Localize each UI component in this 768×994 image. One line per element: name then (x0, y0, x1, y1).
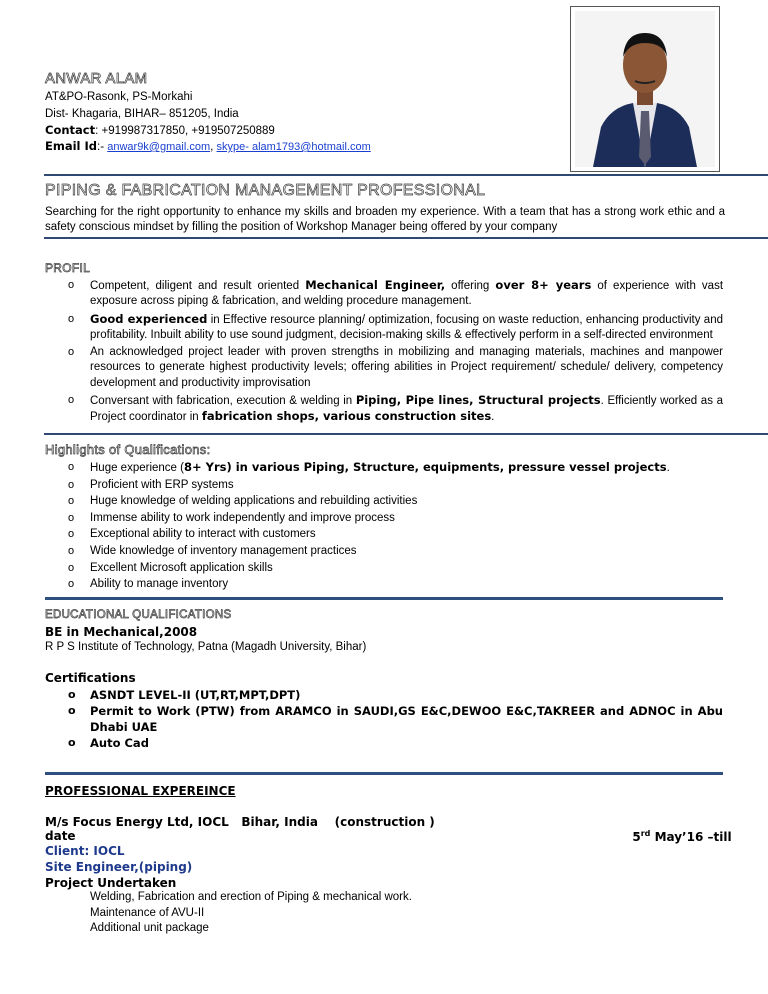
portrait-image (571, 7, 719, 171)
task-item: Maintenance of AVU-II (90, 907, 205, 919)
skype-link[interactable]: skype- alam1793@hotmail.com (216, 141, 371, 153)
experience-heading: PROFESSIONAL EXPEREINCE (45, 784, 236, 798)
client-line: Client: IOCL (45, 844, 125, 858)
contact-line (45, 123, 275, 137)
project-undertaken-label: Project Undertaken (45, 876, 177, 890)
highlight-item: o Immense ability to work independently and improve process (45, 510, 723, 527)
profile-photo (570, 6, 720, 172)
highlight-item: o Excellent Microsoft application skills (45, 560, 723, 577)
email-line (45, 139, 371, 153)
institute: R P S Institute of Technology, Patna (Magadh University, Bihar) (45, 641, 367, 653)
profile-list (45, 278, 723, 426)
role-line: Site Engineer,(piping) (45, 860, 193, 874)
contact-label: Contact (45, 123, 96, 137)
highlights-list (45, 459, 723, 593)
highlights-divider (45, 597, 723, 600)
task-item: Welding, Fabrication and erection of Piping & mechanical work. (90, 891, 412, 903)
address-line-1: AT&PO-Rasonk, PS-Morkahi (45, 91, 193, 103)
highlight-item: o Huge knowledge of welding applications and rebuilding activities (45, 493, 723, 510)
degree: BE in Mechanical,2008 (45, 625, 198, 639)
email-separator: :- (97, 141, 108, 153)
experience-date: 5rd May’16 –till (632, 829, 732, 844)
address-line-2: Dist- Khagaria, BIHAR– 851205, India (45, 108, 239, 120)
candidate-name: ANWAR ALAM (45, 70, 148, 87)
highlight-item: o Wide knowledge of inventory management practices (45, 543, 723, 560)
company-line: M/s Focus Energy Ltd, IOCL Bihar, India (construction ) (45, 815, 435, 829)
profile-item: o Competent, diligent and result oriented Mechanical Engineer, offering over 8+ years of experience with vast exposure across piping & fabrication, and welding procedure management. (45, 278, 723, 310)
highlight-item: o Exceptional ability to interact with customers (45, 526, 723, 543)
education-heading: EDUCATIONAL QUALIFICATIONS (45, 609, 232, 621)
profile-heading: PROFIL (45, 261, 91, 275)
highlight-item: o Huge experience (8+ Yrs) in various Piping, Structure, equipments, pressure vessel projects. (45, 459, 723, 477)
certifications-heading: Certifications (45, 671, 136, 685)
certifications-divider (45, 772, 723, 775)
profile-item: o Conversant with fabrication, execution & welding in Piping, Pipe lines, Structural projects. Efficiently worked as a Project coordinator in fabrication shops, various construction sites. (45, 393, 723, 426)
summary-divider (44, 237, 768, 239)
certification-item: o ASNDT LEVEL-II (UT,RT,MPT,DPT) (45, 687, 723, 703)
experience-date-wrap: date (45, 829, 76, 843)
certification-item: o Auto Cad (45, 735, 723, 751)
profile-item: o An acknowledged project leader with proven strengths in mobilizing and managing materials, machines and manpower resources to generate highest productivity levels; offering abilities in Project requirement/ schedule/ delivery, competency development and productivity improvisation (45, 345, 723, 391)
headline-summary: Searching for the right opportunity to enhance my skills and broaden my experience. With a team that has a strong work ethic and a safety conscious mindset by filling the position of Workshop Manager being offered by your company (45, 206, 725, 233)
highlight-item: o Ability to manage inventory (45, 576, 723, 593)
header-divider (44, 174, 768, 176)
email-comma: , (210, 141, 217, 153)
profile-divider (44, 433, 768, 435)
certification-item: o Permit to Work (PTW) from ARAMCO in SAUDI,GS E&C,DEWOO E&C,TAKREER and ADNOC in Abu Dhabi UAE (45, 703, 723, 735)
email-link[interactable]: anwar9k@gmail.com (107, 141, 211, 153)
headline-title: PIPING & FABRICATION MANAGEMENT PROFESSIONAL (45, 182, 486, 199)
email-label: Email Id (45, 139, 97, 153)
contact-value: : +919987317850, +919507250889 (95, 125, 275, 137)
task-item: Additional unit package (90, 922, 209, 934)
certifications-list (45, 687, 723, 751)
profile-item: o Good experienced in Effective resource planning/ optimization, focusing on waste reduction, enhancing productivity and profitability. Inbuilt ability to use sound judgment, decision-making skills & effectively perform in a self-directed environment (45, 312, 723, 344)
highlight-item: o Proficient with ERP systems (45, 477, 723, 494)
highlights-heading: Highlights of Qualifications: (45, 442, 211, 457)
